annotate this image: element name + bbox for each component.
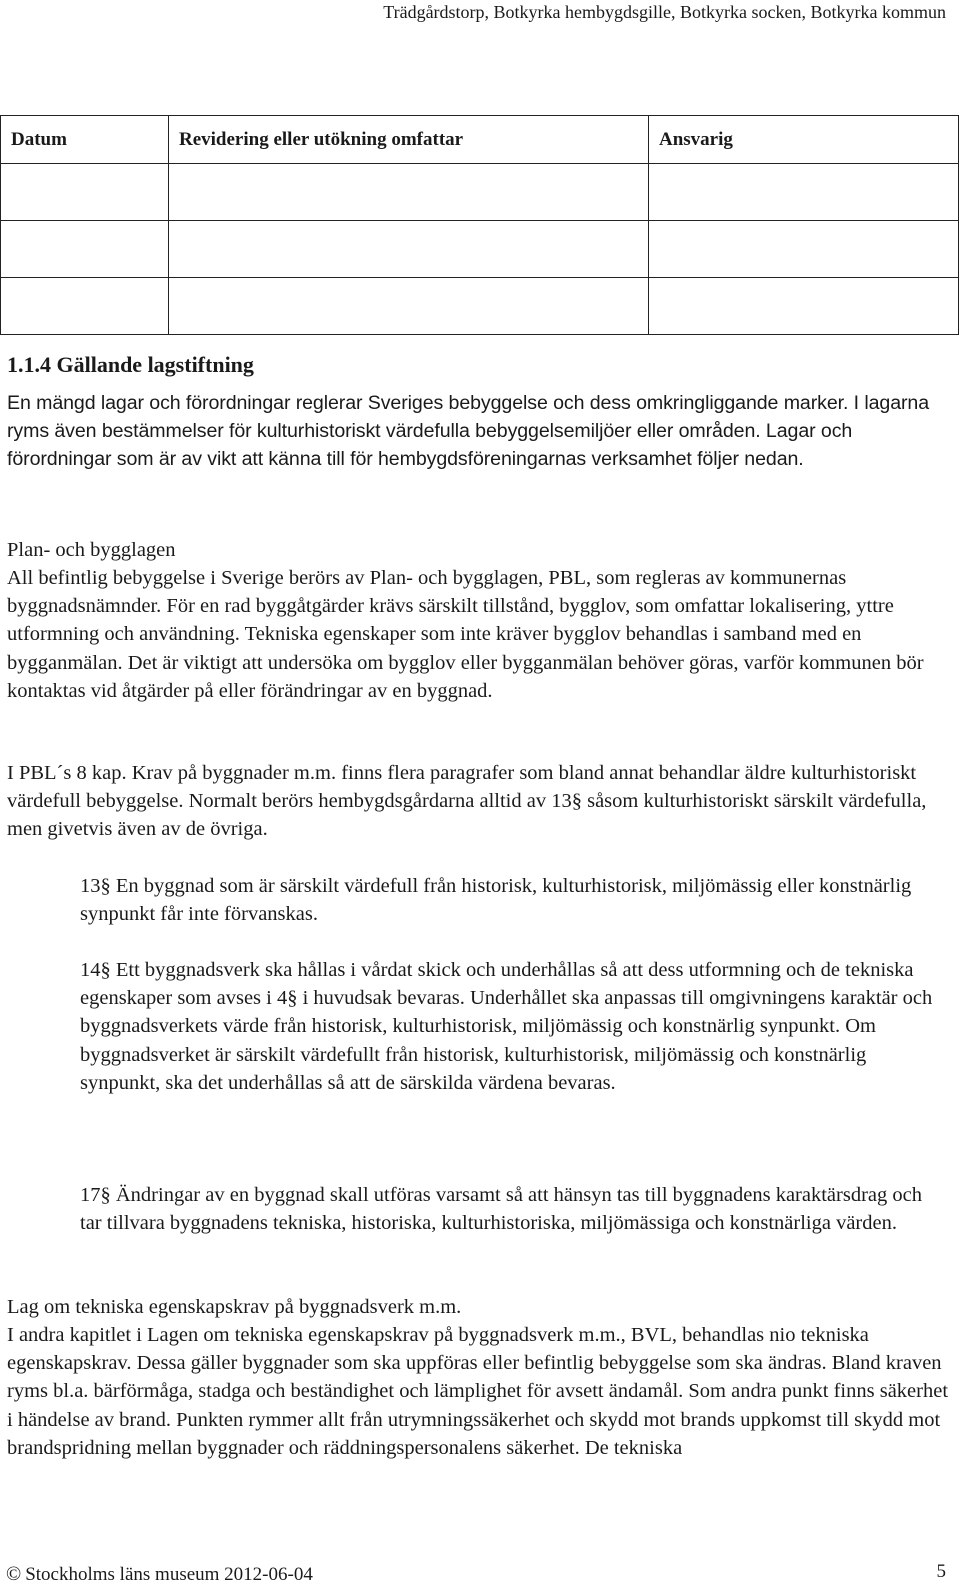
column-header-responsible: Ansvarig	[649, 116, 959, 164]
running-header: Trädgårdstorp, Botkyrka hembygdsgille, Botkyrka socken, Botkyrka kommun	[383, 2, 946, 22]
table-cell	[1, 278, 169, 335]
table-header-row	[1, 116, 959, 164]
table-row	[1, 278, 959, 335]
footer-publisher-text: Stockholms läns museum 2012-06-04	[25, 1564, 313, 1585]
intro-paragraph: En mängd lagar och förordningar reglerar Sveriges bebyggelse och dess omkringliggande marker. I lagarna ryms även bestämmelser för kulturhistoriskt värdefulla bebyggelsemiljöer eller områden. Lagar och förordningar som är av vikt att känna till för hembygdsföreningarnas verksamhet följer nedan.	[7, 392, 930, 471]
table-cell	[649, 164, 959, 221]
table-cell	[1, 221, 169, 278]
table-cell	[169, 221, 649, 278]
page-number: 5	[936, 1561, 946, 1582]
pbl-heading: Plan- och bygglagen	[7, 539, 176, 561]
copyright-icon: ©	[6, 1563, 22, 1585]
law-quote-14: 14§ Ett byggnadsverk ska hållas i vårdat skick och underhållas så att dess utformning och de tekniska egenskaper som avses i 4§ i huvudsak bevaras. Underhållet ska anpassas till omgivningens karaktär och byggnadsverkets värde från historisk, kulturhistorisk, miljömässig och konstnärlig synpunkt. Om byggnadsverket är särskilt värdefullt från historisk, kulturhistorisk, miljömässig och konstnärlig synpunkt, ska det underhållas så att de särskilda värdena bevaras.	[80, 959, 933, 1094]
law-quote-13: 13§ En byggnad som är särskilt värdefull från historisk, kulturhistorisk, miljömässig eller konstnärlig synpunkt får inte förvanskas.	[80, 875, 912, 926]
pbl-paragraph: All befintlig bebyggelse i Sverige berörs av Plan- och bygglagen, PBL, som regleras av kommunernas byggnadsnämnder. För en rad byggåtgärder krävs särskilt tillstånd, bygglov, som omfattar lokalisering, yttre utformning och användning. Tekniska egenskaper som inte kräver bygglov behandlas i samband med en bygganmälan. Det är viktigt att undersöka om bygglov eller bygganmälan behöver göras, varför kommunen bör kontaktas vid åtgärder på eller förändringar av en byggnad.	[7, 567, 924, 702]
section-heading: 1.1.4 Gällande lagstiftning	[7, 352, 254, 377]
table-cell	[169, 278, 649, 335]
table-cell	[1, 164, 169, 221]
table-cell	[169, 164, 649, 221]
pbl-chapter8-paragraph: I PBL´s 8 kap. Krav på byggnader m.m. finns flera paragrafer som bland annat behandlar äldre kulturhistoriskt värdefull bebyggelse. Normalt berörs hembygdsgårdarna alltid av 13§ såsom kulturhistoriskt särskilt värdefulla, men givetvis även av de övriga.	[7, 762, 927, 841]
revision-table	[0, 115, 959, 335]
law-quote-17: 17§ Ändringar av en byggnad skall utföras varsamt så att hänsyn tas till byggnadens karaktärsdrag och tar tillvara byggnadens tekniska, historiska, kulturhistoriska, miljömässiga och konstnärliga värden.	[80, 1184, 922, 1235]
bvl-heading: Lag om tekniska egenskapskrav på byggnadsverk m.m.	[7, 1296, 462, 1318]
table-cell	[649, 278, 959, 335]
table-row	[1, 221, 959, 278]
table-row	[1, 164, 959, 221]
footer-publisher	[6, 1563, 313, 1586]
column-header-date: Datum	[1, 116, 169, 164]
table-cell	[649, 221, 959, 278]
column-header-revision: Revidering eller utökning omfattar	[169, 116, 649, 164]
bvl-paragraph: I andra kapitlet i Lagen om tekniska egenskapskrav på byggnadsverk m.m., BVL, behandlas nio tekniska egenskapskrav. Dessa gäller byggnader som ska uppföras eller befintlig bebyggelse som ska ändras. Bland kraven ryms bl.a. bärförmåga, stadga och beständighet och lämplighet för avsett ändamål. Som andra punkt finns säkerhet i händelse av brand. Punkten rymmer allt från utrymningssäkerhet och skydd mot brands uppkomst till skydd mot brandspridning mellan byggnader och räddningspersonalens säkerhet. De tekniska	[7, 1324, 949, 1459]
